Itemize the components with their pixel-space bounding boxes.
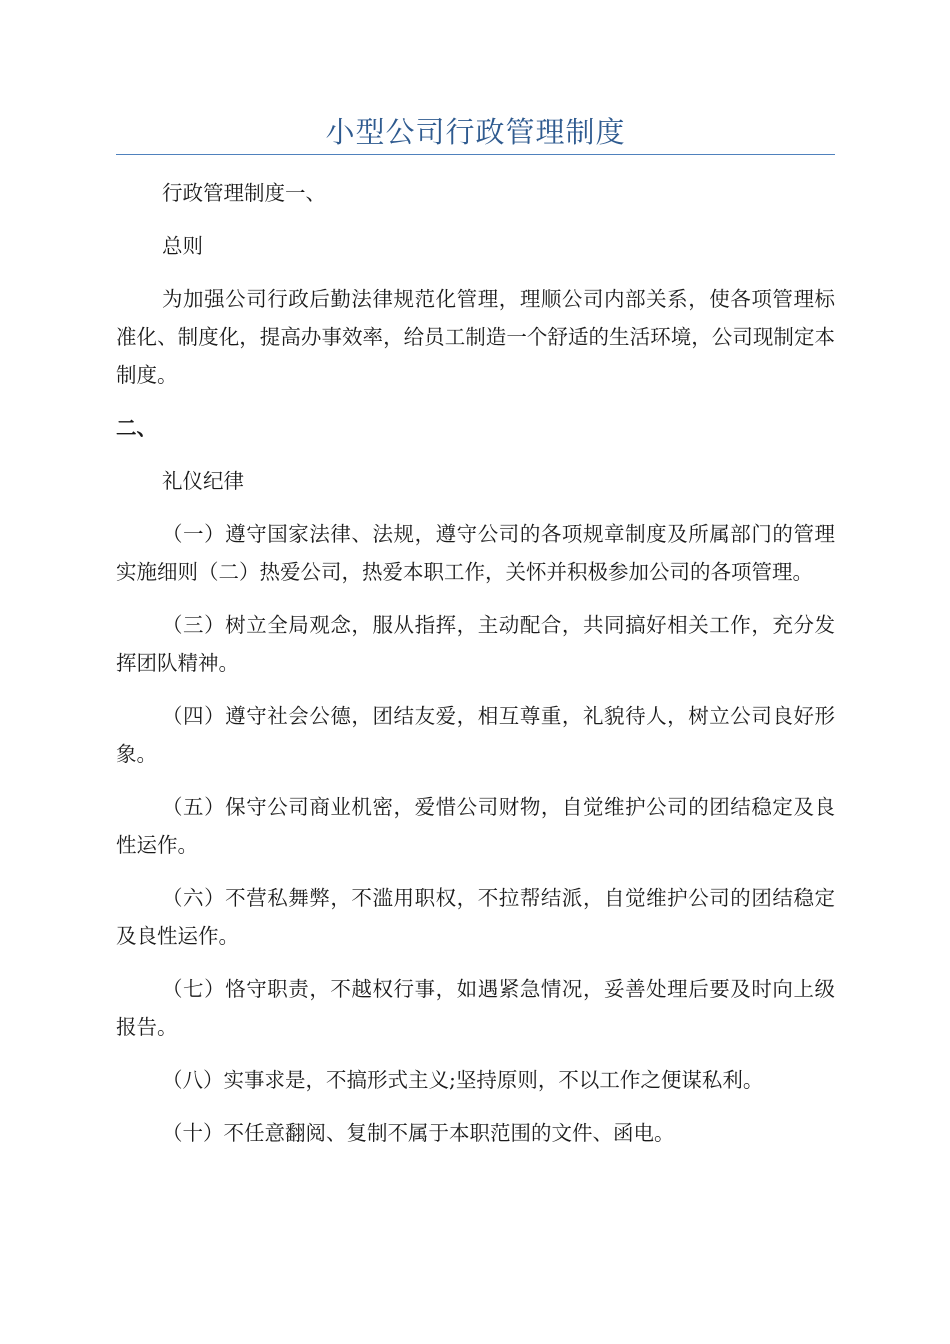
document-title: 小型公司行政管理制度 [325, 115, 626, 149]
paragraph-item-5: （五）保守公司商业机密，爱惜公司财物，自觉维护公司的团结稳定及良性运作。 [116, 795, 835, 857]
paragraph-item-8: （八）实事求是，不搞形式主义;坚持原则，不以工作之便谋私利。 [162, 1068, 764, 1092]
paragraph-item-10: （十）不任意翻阅、复制不属于本职范围的文件、函电。 [162, 1121, 675, 1145]
title-underline [116, 154, 835, 155]
paragraph-item-3: （三）树立全局观念，服从指挥，主动配合，共同搞好相关工作，充分发挥团队精神。 [116, 613, 835, 675]
paragraph-etiquette-discipline: 礼仪纪律 [162, 469, 244, 493]
paragraph-purpose: 为加强公司行政后勤法律规范化管理，理顺公司内部关系，使各项管理标准化、制度化，提高办事效率，给员工制造一个舒适的生活环境，公司现制定本制度。 [116, 287, 835, 387]
paragraph-general-principles: 总则 [162, 234, 203, 258]
paragraph-item-6: （六）不营私舞弊，不滥用职权，不拉帮结派，自觉维护公司的团结稳定及良性运作。 [116, 886, 835, 948]
paragraph-heading-1: 行政管理制度一、 [162, 181, 326, 205]
paragraph-item-7: （七）恪守职责，不越权行事，如遇紧急情况，妥善处理后要及时向上级报告。 [116, 977, 835, 1039]
document-body [116, 174, 835, 1167]
paragraph-item-4: （四）遵守社会公德，团结友爱，相互尊重，礼貌待人，树立公司良好形象。 [116, 704, 835, 766]
paragraph-heading-2: 二、 [116, 416, 157, 440]
paragraph-item-1-2: （一）遵守国家法律、法规，遵守公司的各项规章制度及所属部门的管理实施细则（二）热爱公司，热爱本职工作，关怀并积极参加公司的各项管理。 [116, 522, 835, 584]
